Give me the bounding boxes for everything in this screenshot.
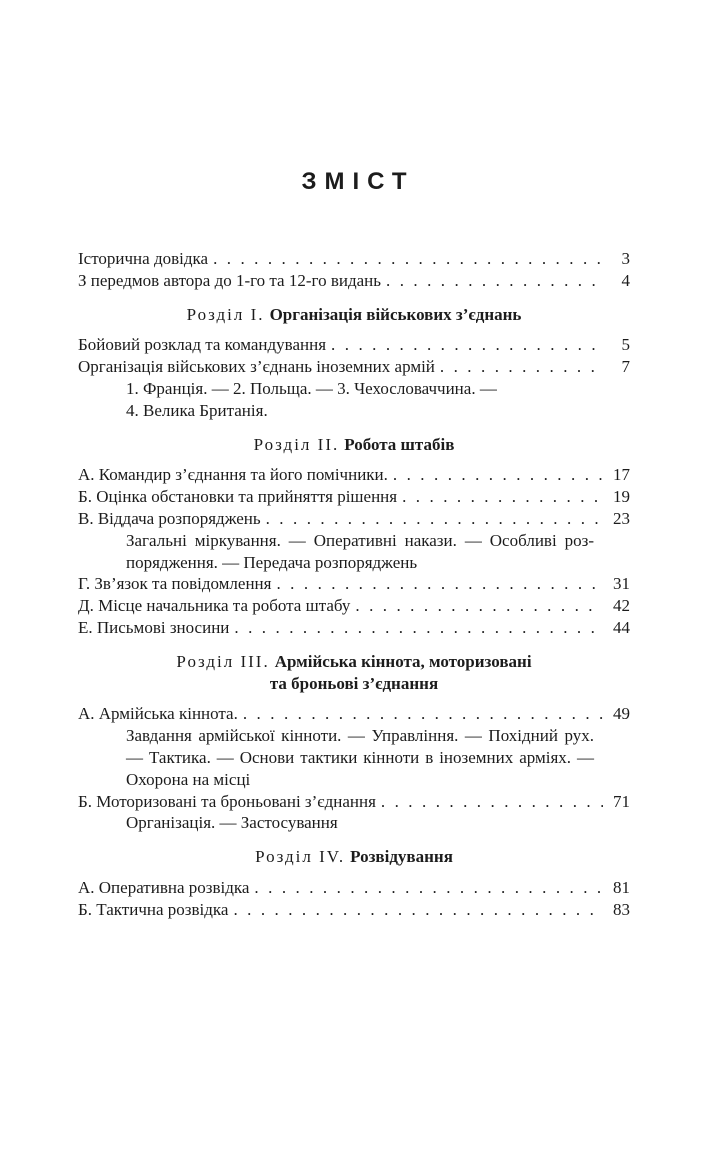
toc-entry xyxy=(78,899,630,921)
toc-entry xyxy=(78,617,630,639)
toc-entry-label: З передмов автора до 1-го та 12-го видань xyxy=(78,270,381,290)
toc-entry-page: 19 xyxy=(613,487,630,507)
toc-chapter-line xyxy=(78,846,630,868)
toc-entry xyxy=(78,334,630,356)
dot-leader xyxy=(234,617,603,639)
toc-entry-label: Організація військових з’єднань іноземних армій xyxy=(78,357,435,377)
toc-chapter-heading xyxy=(78,846,630,868)
toc-entry xyxy=(78,464,630,486)
toc-chapter-heading xyxy=(78,651,630,695)
toc-chapter-heading xyxy=(78,434,630,456)
toc-entry xyxy=(78,486,630,508)
toc-entry-label: Г. Зв’язок та повідомлення xyxy=(78,574,272,594)
toc-page xyxy=(0,168,707,921)
toc-chapter-line xyxy=(78,434,630,456)
dot-leader xyxy=(276,573,603,595)
toc-entry-page: 71 xyxy=(613,791,630,811)
dot-leader xyxy=(381,791,603,813)
toc-entry-label: Історична довідка xyxy=(78,249,209,268)
toc-entry-page: 81 xyxy=(613,877,630,897)
dot-leader xyxy=(402,486,603,508)
toc-entry-page: 17 xyxy=(613,465,630,485)
toc-entry-page: 3 xyxy=(621,249,630,268)
toc-entry xyxy=(78,703,630,725)
toc-entry-page: 42 xyxy=(613,596,630,616)
toc-entry-page: 83 xyxy=(613,899,630,919)
toc-chapter-title: Організація військових з’єднань xyxy=(269,304,522,324)
dot-leader xyxy=(233,899,603,921)
toc-chapter-title: Робота штабів xyxy=(344,434,455,454)
toc-subentry-line: Завдання армійської кінноти. — Управління. — Похідний рух. xyxy=(126,726,594,746)
toc-subentry xyxy=(126,812,594,834)
toc-entry xyxy=(78,877,630,899)
toc-entry-label: Б. Моторизовані та броньовані з’єднання xyxy=(78,791,376,811)
toc-list xyxy=(78,248,630,921)
toc-entry-page: 4 xyxy=(621,270,630,290)
toc-entry-label: А. Армійська кіннота. xyxy=(78,704,238,724)
toc-chapter-prefix: Розділ I. xyxy=(186,304,265,324)
toc-chapter-prefix: Розділ IV. xyxy=(255,847,346,867)
dot-leader xyxy=(213,248,603,270)
toc-entry-page: 5 xyxy=(621,335,630,355)
toc-entry-page: 7 xyxy=(621,357,630,377)
toc-entry-label: В. Віддача розпоряджень xyxy=(78,508,261,528)
toc-subentry xyxy=(126,378,594,422)
toc-entry xyxy=(78,356,630,378)
toc-subentry-line: 1. Франція. — 2. Польща. — 3. Чехословаччина. — xyxy=(126,378,497,398)
toc-chapter-line xyxy=(78,651,630,673)
dot-leader xyxy=(266,508,603,530)
toc-entry-page: 44 xyxy=(613,617,630,637)
toc-entry-label: Бойовий розклад та командування xyxy=(78,335,327,355)
dot-leader xyxy=(254,877,603,899)
toc-chapter-title: Армійська кіннота, моторизовані xyxy=(274,651,532,671)
toc-subentry xyxy=(126,725,594,790)
toc-entry xyxy=(78,573,630,595)
toc-entry-page: 23 xyxy=(613,508,630,528)
toc-subentry xyxy=(126,530,594,574)
toc-chapter-title: Розвідування xyxy=(350,847,453,867)
dot-leader xyxy=(243,703,603,725)
toc-chapter-title: та броньові з’єднання xyxy=(269,673,439,693)
toc-chapter-prefix: Розділ II. xyxy=(253,434,340,454)
toc-entry xyxy=(78,270,630,292)
toc-subentry-line: Загальні міркування. — Оперативні накази. — Особливі роз- xyxy=(126,530,594,550)
toc-subentry-line: Охорона на місці xyxy=(126,769,251,789)
toc-entry-label: Е. Письмові зносини xyxy=(78,617,230,637)
page-title: ЗМІСТ xyxy=(301,168,415,195)
toc-entry-label: А. Оперативна розвідка xyxy=(78,877,250,897)
toc-chapter-line xyxy=(78,304,630,326)
toc-subentry-line: порядження. — Передача розпоряджень xyxy=(126,552,418,572)
toc-entry-label: Д. Місце начальника та робота штабу xyxy=(78,596,351,616)
toc-entry xyxy=(78,791,630,813)
toc-entry-label: А. Командир з’єднання та його помічники. xyxy=(78,465,388,485)
toc-subentry-line: — Тактика. — Основи тактики кінноти в іноземних арміях. — xyxy=(126,747,594,767)
toc-entry xyxy=(78,595,630,617)
toc-subentry-line: 4. Велика Британія. xyxy=(126,400,268,420)
toc-entry xyxy=(78,508,630,530)
toc-entry xyxy=(78,248,630,270)
toc-subentry-line: Організація. — Застосування xyxy=(126,813,338,833)
toc-entry-label: Б. Тактична розвідка xyxy=(78,899,229,919)
dot-leader xyxy=(393,464,603,486)
dot-leader xyxy=(440,356,603,378)
dot-leader xyxy=(386,270,603,292)
toc-entry-label: Б. Оцінка обстановки та прийняття рішення xyxy=(78,487,398,507)
toc-chapter-heading xyxy=(78,304,630,326)
toc-entry-page: 49 xyxy=(613,704,630,724)
toc-chapter-prefix: Розділ III. xyxy=(176,651,270,671)
toc-entry-page: 31 xyxy=(613,574,630,594)
dot-leader xyxy=(331,334,603,356)
dot-leader xyxy=(355,595,603,617)
